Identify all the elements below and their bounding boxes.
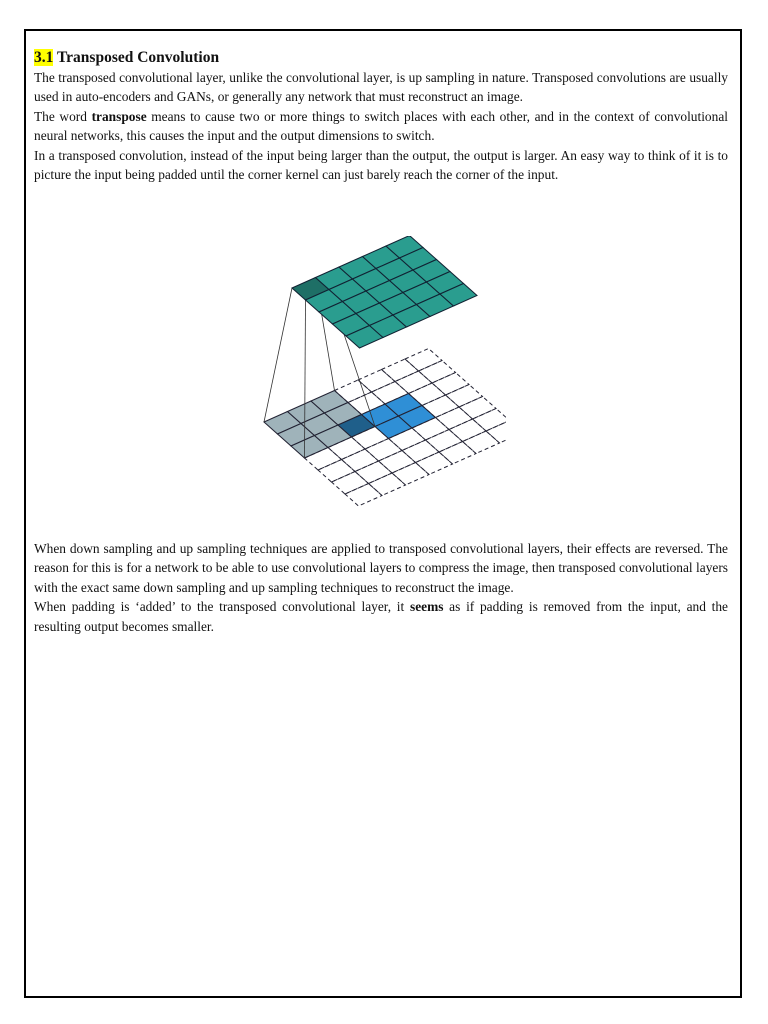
paragraph-text: The word — [34, 108, 92, 124]
input-cell — [382, 359, 419, 382]
input-cell — [405, 349, 442, 372]
input-cell — [439, 442, 476, 465]
bold-term-seems: seems — [409, 599, 444, 615]
bold-term-transpose: transpose — [91, 108, 147, 124]
paragraph-padding-explanation: In a transposed convolution, instead of the input being larger than the output, the output is larger. An easy way to think of it is to picture the input being padded until the corner kernel can just barely reach the corner of the input. — [34, 147, 728, 183]
input-cell — [463, 431, 500, 454]
input-cell — [432, 373, 469, 396]
input-cell — [332, 472, 369, 495]
input-cell — [449, 419, 486, 442]
padded-input-grid — [264, 349, 506, 507]
input-cell — [355, 461, 392, 484]
input-cell — [342, 449, 379, 472]
paragraph-text: as if padding is removed from the input, and the resulting output becomes smaller. — [34, 599, 728, 634]
input-cell — [379, 451, 416, 474]
input-cell — [395, 371, 432, 394]
paragraph-intro: The transposed convolutional layer, unlike the convolutional layer, is up sampling in nature. Transposed convolutions are usually used in auto-encoders and GANs, or generally any network that must reconstruct an image. — [34, 70, 728, 105]
input-cell — [436, 407, 473, 430]
input-cell — [416, 452, 453, 475]
paragraph-text: When padding is ‘added’ to the transposed convolutional layer, it — [34, 599, 410, 615]
input-cell — [358, 370, 395, 393]
transposed-convolution-figure — [256, 236, 506, 526]
paragraph-reversed-effects: When down sampling and up sampling techniques are applied to transposed convolutional layers, their effects are reversed. The reason for this is for a network to be able to use convolutional layers to compress the image, then transposed convolutional layers with the exact same down sampling and up sampling techniques to reconstruct the image. — [34, 541, 728, 595]
section-title: Transposed Convolution — [56, 49, 220, 66]
input-cell — [369, 473, 406, 496]
input-cell — [345, 484, 382, 507]
document-body-top — [34, 48, 728, 184]
input-cell — [365, 439, 402, 462]
input-cell — [426, 430, 463, 453]
input-cell — [459, 397, 496, 420]
document-body-bottom — [34, 539, 728, 636]
paragraph-text: means to cause two or more things to switch places with each other, and in the context of convolutional neural networks, this causes the input and the output dimensions to switch. — [34, 108, 728, 144]
input-cell — [392, 463, 429, 486]
input-cell — [318, 460, 355, 483]
input-cell — [446, 385, 483, 408]
output-grid — [292, 236, 477, 348]
input-cell — [402, 440, 439, 463]
section-number: 3.1 — [34, 49, 54, 66]
input-cell — [419, 361, 456, 384]
paragraph-transpose-definition — [34, 107, 728, 146]
section-heading — [34, 48, 728, 68]
projection-line — [264, 288, 292, 422]
paragraph-padding-seems — [34, 597, 728, 636]
